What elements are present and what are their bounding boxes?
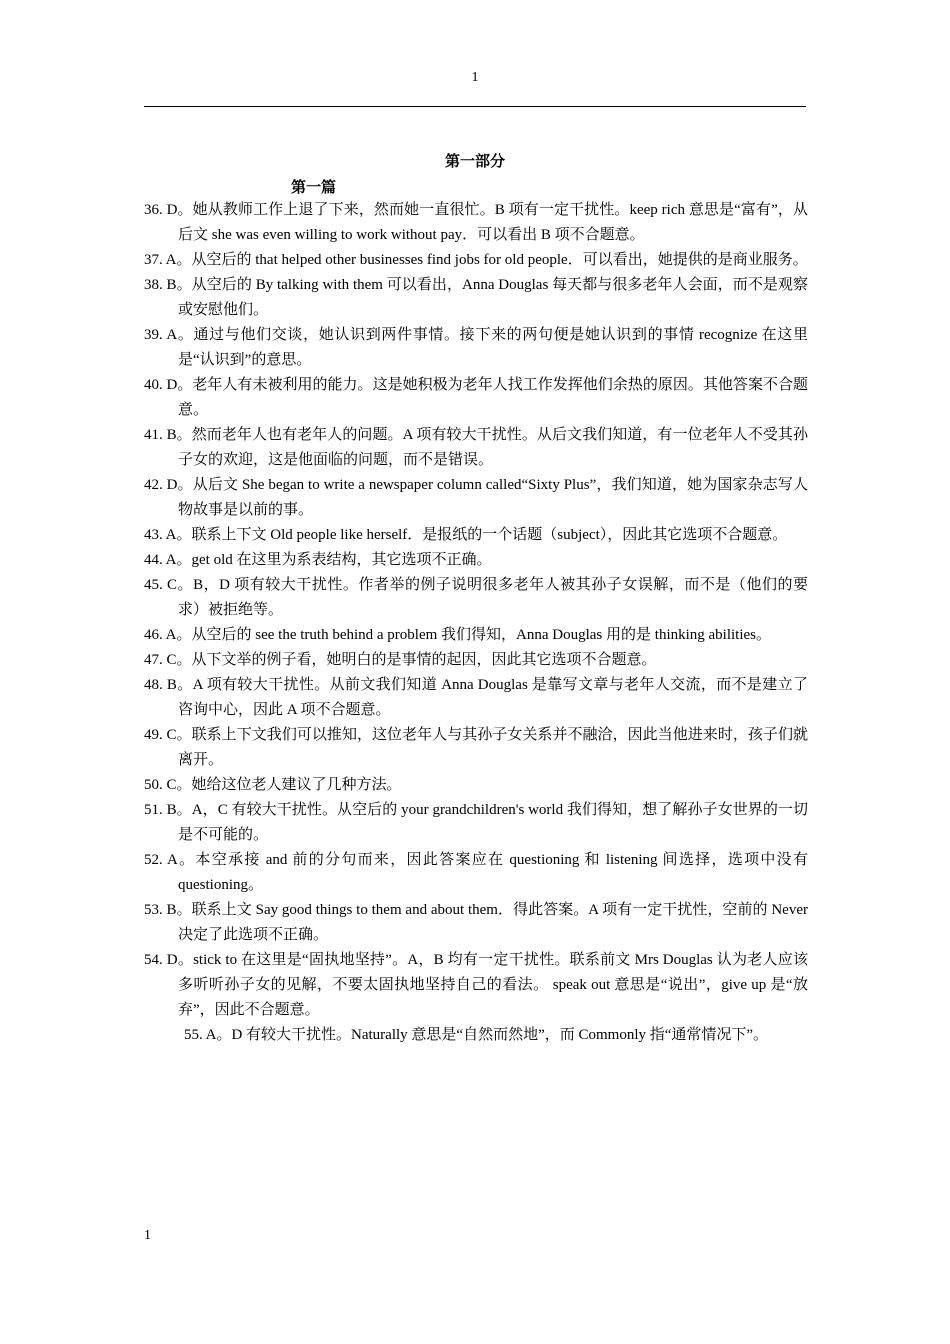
answer-49: 49. C。联系上下文我们可以推知，这位老年人与其孙子女关系并不融洽，因此当他进来时，孩子们就离开。 xyxy=(144,727,808,768)
answer-54: 54. D。stick to 在这里是“固执地坚持”。A，B 均有一定干扰性。联系前文 Mrs Douglas 认为老人应该多听听孙子女的见解，不要太固执地坚持自己的看法。 speak out 意思是“说出”，give up 是“放弃”，因此不合题意。 xyxy=(144,952,808,1018)
answer-48: 48. B。A 项有较大干扰性。从前文我们知道 Anna Douglas 是靠写文章与老年人交流，而不是建立了咨询中心，因此 A 项不合题意。 xyxy=(144,677,808,718)
answer-50: 50. C。她给这位老人建议了几种方法。 xyxy=(144,777,402,793)
answer-52: 52. A。本空承接 and 前的分句而来，因此答案应在 questioning 和 listening 间选择，选项中没有 questioning。 xyxy=(144,852,808,893)
answer-46: 46. A。从空后的 see the truth behind a problem 我们得知，Anna Douglas 用的是 thinking abilities。 xyxy=(144,627,772,643)
answer-36: 36. D。她从教师工作上退了下来，然而她一直很忙。B 项有一定干扰性。keep rich 意思是“富有”，从后文 she was even willing to work without pay．可以看出 B 项不合题意。 xyxy=(144,202,808,243)
answer-55: 55. A。D 有较大干扰性。Naturally 意思是“自然而然地”，而 Commonly 指“通常情况下”。 xyxy=(183,1027,769,1043)
answer-42: 42. D。从后文 She began to write a newspaper column called“Sixty Plus”，我们知道，她为国家杂志写人物故事是以前的事。 xyxy=(144,477,808,518)
answer-40: 40. D。老年人有未被利用的能力。这是她积极为老年人找工作发挥他们余热的原因。其他答案不合题意。 xyxy=(144,377,808,418)
passage-title: 第一篇 xyxy=(291,178,337,196)
answer-38: 38. B。从空后的 By talking with them 可以看出，Anna Douglas 每天都与很多老年人会面，而不是观察或安慰他们。 xyxy=(144,277,808,318)
answer-list xyxy=(144,198,808,1048)
answer-53: 53. B。联系上文 Say good things to them and about them．得此答案。A 项有一定干扰性，空前的 Never 决定了此选项不正确。 xyxy=(144,902,808,943)
answer-37: 37. A。从空后的 that helped other businesses find jobs for old people．可以看出，她提供的是商业服务。 xyxy=(144,252,808,268)
page-footer-number: 1 xyxy=(144,1228,151,1243)
header-rule xyxy=(144,106,806,107)
page-header-number: 1 xyxy=(471,70,479,85)
answer-47: 47. C。从下文举的例子看，她明白的是事情的起因，因此其它选项不合题意。 xyxy=(144,652,657,668)
section-title: 第一部分 xyxy=(444,152,505,170)
answer-41: 41. B。然而老年人也有老年人的问题。A 项有较大干扰性。从后文我们知道，有一位老年人不受其孙子女的欢迎，这是他面临的问题，而不是错误。 xyxy=(144,427,808,468)
answer-45: 45. C。B，D 项有较大干扰性。作者举的例子说明很多老年人被其孙子女误解，而不是（他们的要求）被拒绝等。 xyxy=(144,577,808,618)
answer-43: 43. A。联系上下文 Old people like herself．是报纸的一个话题（subject），因此其它选项不合题意。 xyxy=(144,527,788,543)
answer-44: 44. A。get old 在这里为系表结构，其它选项不正确。 xyxy=(144,552,492,568)
answer-39: 39. A。通过与他们交谈，她认识到两件事情。接下来的两句便是她认识到的事情 recognize 在这里是“认识到”的意思。 xyxy=(144,327,808,368)
answer-51: 51. B。A，C 有较大干扰性。从空后的 your grandchildren's world 我们得知，想了解孙子女世界的一切是不可能的。 xyxy=(144,802,808,843)
